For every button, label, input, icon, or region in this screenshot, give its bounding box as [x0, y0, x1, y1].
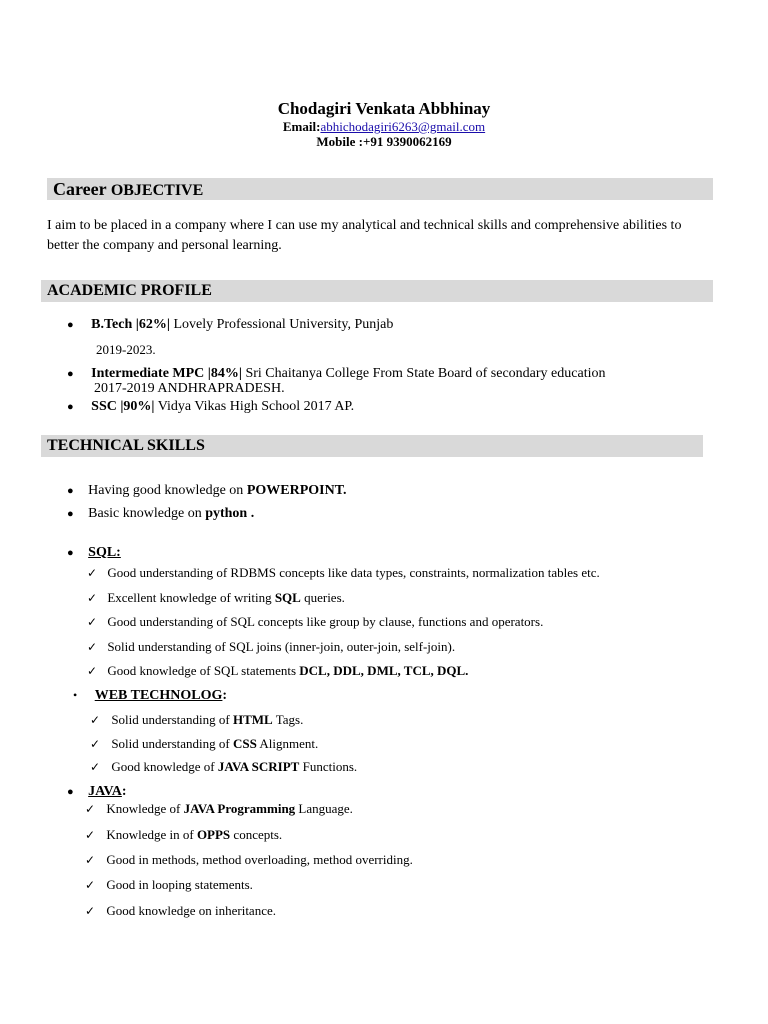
- java-item: ✓ Knowledge of JAVA Programming Language.: [85, 801, 353, 816]
- academic-intermediate-line2: 2017-2019 ANDHRAPRADESH.: [94, 381, 285, 396]
- java-heading-row: ● JAVA:: [67, 784, 127, 799]
- academic-ssc: ● SSC |90%| Vidya Vikas High School 2017 AP.: [67, 399, 355, 414]
- check-icon: ✓: [87, 664, 98, 678]
- check-icon: ✓: [90, 713, 101, 727]
- web-heading: WEB TECHNOLOG: [94, 688, 223, 703]
- web-item: ✓ Good knowledge of JAVA SCRIPT Functions.: [90, 759, 358, 774]
- skill-python: ● Basic knowledge on python .: [67, 506, 255, 521]
- web-item: ✓ Solid understanding of HTML Tags.: [90, 712, 304, 727]
- check-icon: ✓: [90, 737, 101, 751]
- check-icon: ✓: [85, 802, 96, 816]
- check-icon: ✓: [85, 878, 96, 892]
- email-label: Email: [282, 119, 317, 134]
- sql-heading: SQL:: [88, 545, 121, 560]
- check-icon: ✓: [85, 904, 96, 918]
- academic-btech: ● B.Tech |62%| Lovely Professional University, Punjab: [67, 317, 394, 332]
- objective-heading-band: [47, 178, 713, 200]
- skills-heading-band: [41, 435, 703, 457]
- check-icon: ✓: [85, 853, 96, 867]
- candidate-name: Chodagiri Venkata Abbhinay: [277, 99, 491, 118]
- academic-heading: ACADEMIC PROFILE: [47, 282, 212, 299]
- bullet-icon: ●: [67, 485, 74, 497]
- sql-item: ✓ Solid understanding of SQL joins (inner-join, outer-join, self-join).: [87, 639, 456, 654]
- bullet-icon: •: [73, 688, 78, 702]
- check-icon: ✓: [87, 615, 98, 629]
- objective-text: I aim to be placed in a company where I can use my analytical and technical skills and comprehensive abilities to better the company and personal learning.: [47, 218, 682, 253]
- email-line: Email:abhichodagiri6263@gmail.com: [282, 119, 486, 134]
- bullet-icon: ●: [67, 508, 74, 520]
- sql-item: ✓ Good understanding of SQL concepts like group by clause, functions and operators.: [87, 614, 544, 629]
- mobile-line: Mobile :+91 9390062169: [316, 134, 452, 149]
- java-item: ✓ Good in looping statements.: [85, 877, 253, 892]
- email-link[interactable]: abhichodagiri6263@gmail.com: [320, 119, 486, 134]
- check-icon: ✓: [87, 640, 98, 654]
- academic-intermediate: ● Intermediate MPC |84%| Sri Chaitanya College From State Board of secondary education: [67, 366, 606, 381]
- skill-powerpoint: ● Having good knowledge on POWERPOINT.: [67, 483, 347, 498]
- web-heading-row: • WEB TECHNOLOG:: [73, 688, 228, 703]
- check-icon: ✓: [90, 760, 101, 774]
- java-item: ✓ Good knowledge on inheritance.: [85, 903, 276, 918]
- sql-item: ✓ Good understanding of RDBMS concepts like data types, constraints, normalization tables etc.: [87, 565, 600, 580]
- bullet-icon: ●: [67, 401, 74, 413]
- sql-item: ✓ Good knowledge of SQL statements DCL, DDL, DML, TCL, DQL.: [87, 663, 469, 678]
- check-icon: ✓: [85, 828, 96, 842]
- java-item: ✓ Good in methods, method overloading, method overriding.: [85, 852, 413, 867]
- sql-heading-row: [67, 545, 121, 561]
- check-icon: ✓: [87, 566, 98, 580]
- bullet-icon: ●: [67, 547, 74, 559]
- web-item: ✓ Solid understanding of CSS Alignment.: [90, 736, 319, 751]
- academic-btech-years: 2019-2023.: [96, 342, 156, 357]
- check-icon: ✓: [87, 591, 98, 605]
- skills-heading: TECHNICAL SKILLS: [47, 437, 205, 454]
- sql-item: ✓ Excellent knowledge of writing SQL queries.: [87, 590, 345, 605]
- bullet-icon: ●: [67, 368, 74, 380]
- objective-heading: Career OBJECTIVE: [53, 179, 204, 199]
- bullet-icon: ●: [67, 319, 74, 331]
- java-heading: JAVA: [88, 784, 122, 799]
- java-item: ✓ Knowledge in of OPPS concepts.: [85, 827, 283, 842]
- bullet-icon: ●: [67, 786, 74, 798]
- academic-heading-band: [41, 280, 713, 302]
